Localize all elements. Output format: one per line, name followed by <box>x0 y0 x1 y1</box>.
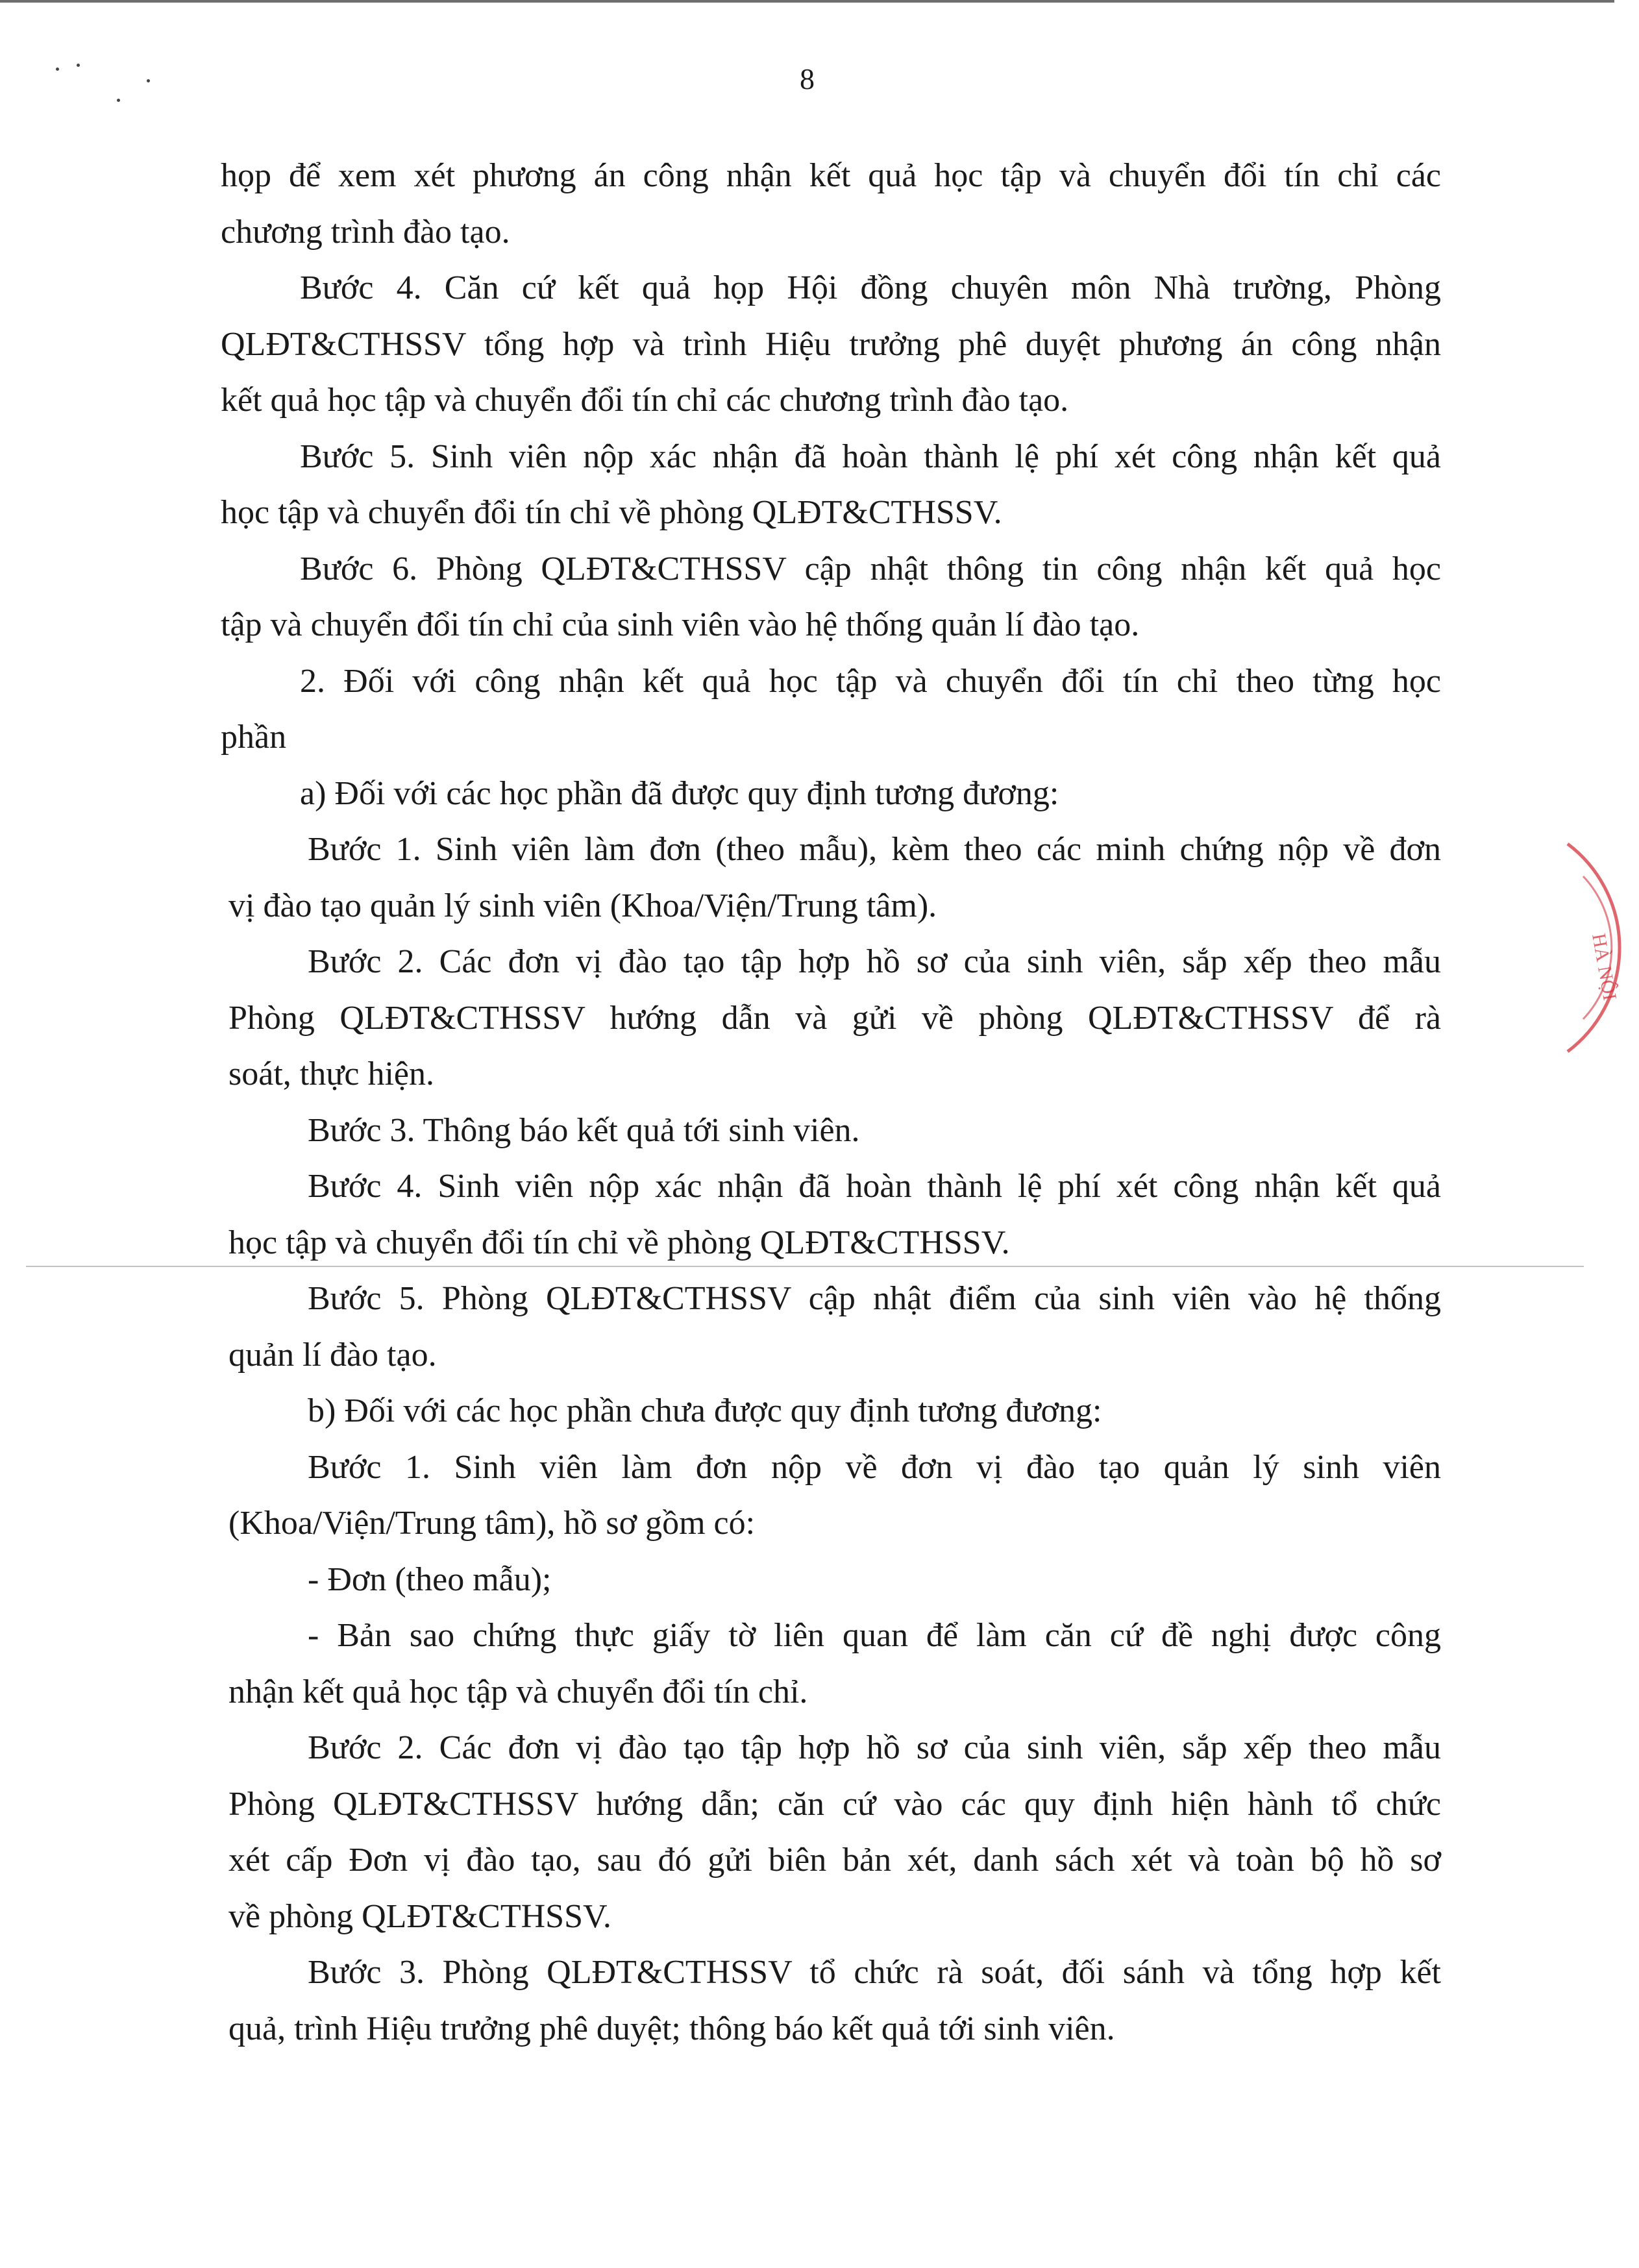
text-line: nhận kết quả học tập và chuyển đổi tín chỉ. <box>228 1673 808 1710</box>
text-line: Bước 5. Sinh viên nộp xác nhận đã hoàn thành lệ phí xét công nhận kết quả <box>300 438 1441 475</box>
text-line: vị đào tạo quản lý sinh viên (Khoa/Viện/Trung tâm). <box>228 887 937 924</box>
text-line: Phòng QLĐT&CTHSSV hướng dẫn và gửi về phòng QLĐT&CTHSSV để rà <box>228 999 1441 1037</box>
text-line: xét cấp Đơn vị đào tạo, sau đó gửi biên bản xét, danh sách xét và toàn bộ hồ sơ <box>228 1842 1441 1879</box>
scan-fold-line <box>26 1266 1584 1267</box>
text-line: - Đơn (theo mẫu); <box>308 1560 552 1598</box>
text-line: học tập và chuyển đổi tín chỉ về phòng QLĐT&CTHSSV. <box>221 494 1002 531</box>
text-line: Bước 3. Thông báo kết quả tới sinh viên. <box>308 1111 860 1149</box>
text-line: Bước 2. Các đơn vị đào tạo tập hợp hồ sơ của sinh viên, sắp xếp theo mẫu <box>308 943 1441 980</box>
text-line: Bước 4. Căn cứ kết quả họp Hội đồng chuyên môn Nhà trường, Phòng <box>300 269 1441 306</box>
text-line: kết quả học tập và chuyển đổi tín chỉ các chương trình đào tạo. <box>221 382 1069 419</box>
text-line: a) Đối với các học phần đã được quy định tương đương: <box>300 774 1059 812</box>
text-line: quả, trình Hiệu trưởng phê duyệt; thông báo kết quả tới sinh viên. <box>228 2010 1115 2047</box>
text-line: chương trình đào tạo. <box>221 213 510 251</box>
text-line: phần <box>221 719 287 756</box>
text-line: Bước 6. Phòng QLĐT&CTHSSV cập nhật thông tin công nhận kết quả học <box>300 550 1441 587</box>
text-line: 2. Đối với công nhận kết quả học tập và chuyển đổi tín chỉ theo từng học <box>300 662 1441 700</box>
scan-speck <box>117 99 120 102</box>
text-line: Bước 5. Phòng QLĐT&CTHSSV cập nhật điểm của sinh viên vào hệ thống <box>308 1280 1441 1317</box>
text-line: về phòng QLĐT&CTHSSV. <box>228 1897 611 1935</box>
text-line: tập và chuyển đổi tín chỉ của sinh viên vào hệ thống quản lí đào tạo. <box>221 606 1140 643</box>
text-line: QLĐT&CTHSSV tổng hợp và trình Hiệu trưởng phê duyệt phương án công nhận <box>221 325 1441 363</box>
text-line: họp để xem xét phương án công nhận kết quả học tập và chuyển đổi tín chỉ các <box>221 157 1441 194</box>
page-number: 8 <box>800 62 815 95</box>
text-line: b) Đối với các học phần chưa được quy định tương đương: <box>308 1392 1102 1429</box>
text-line: - Bản sao chứng thực giấy tờ liên quan để làm căn cứ đề nghị được công <box>308 1617 1441 1654</box>
text-line: Bước 2. Các đơn vị đào tạo tập hợp hồ sơ của sinh viên, sắp xếp theo mẫu <box>308 1729 1441 1766</box>
scan-top-border <box>0 0 1614 3</box>
text-line: Bước 1. Sinh viên làm đơn nộp về đơn vị đào tạo quản lý sinh viên <box>308 1448 1441 1486</box>
text-line: quản lí đào tạo. <box>228 1336 437 1374</box>
stamp-text: HÀ NỘI <box>1588 931 1621 1002</box>
red-seal-stamp <box>1555 837 1639 1058</box>
text-line: (Khoa/Viện/Trung tâm), hồ sơ gồm có: <box>228 1505 756 1542</box>
document-body <box>221 148 1441 2057</box>
text-line: Phòng QLĐT&CTHSSV hướng dẫn; căn cứ vào các quy định hiện hành tổ chức <box>228 1785 1441 1823</box>
text-line: học tập và chuyển đổi tín chỉ về phòng QLĐT&CTHSSV. <box>228 1224 1010 1261</box>
text-line: Bước 1. Sinh viên làm đơn (theo mẫu), kèm theo các minh chứng nộp về đơn <box>308 831 1441 868</box>
text-line: soát, thực hiện. <box>228 1055 435 1092</box>
text-line: Bước 3. Phòng QLĐT&CTHSSV tổ chức rà soát, đối sánh và tổng hợp kết <box>308 1954 1441 1991</box>
text-line: Bước 4. Sinh viên nộp xác nhận đã hoàn thành lệ phí xét công nhận kết quả <box>308 1168 1441 1205</box>
